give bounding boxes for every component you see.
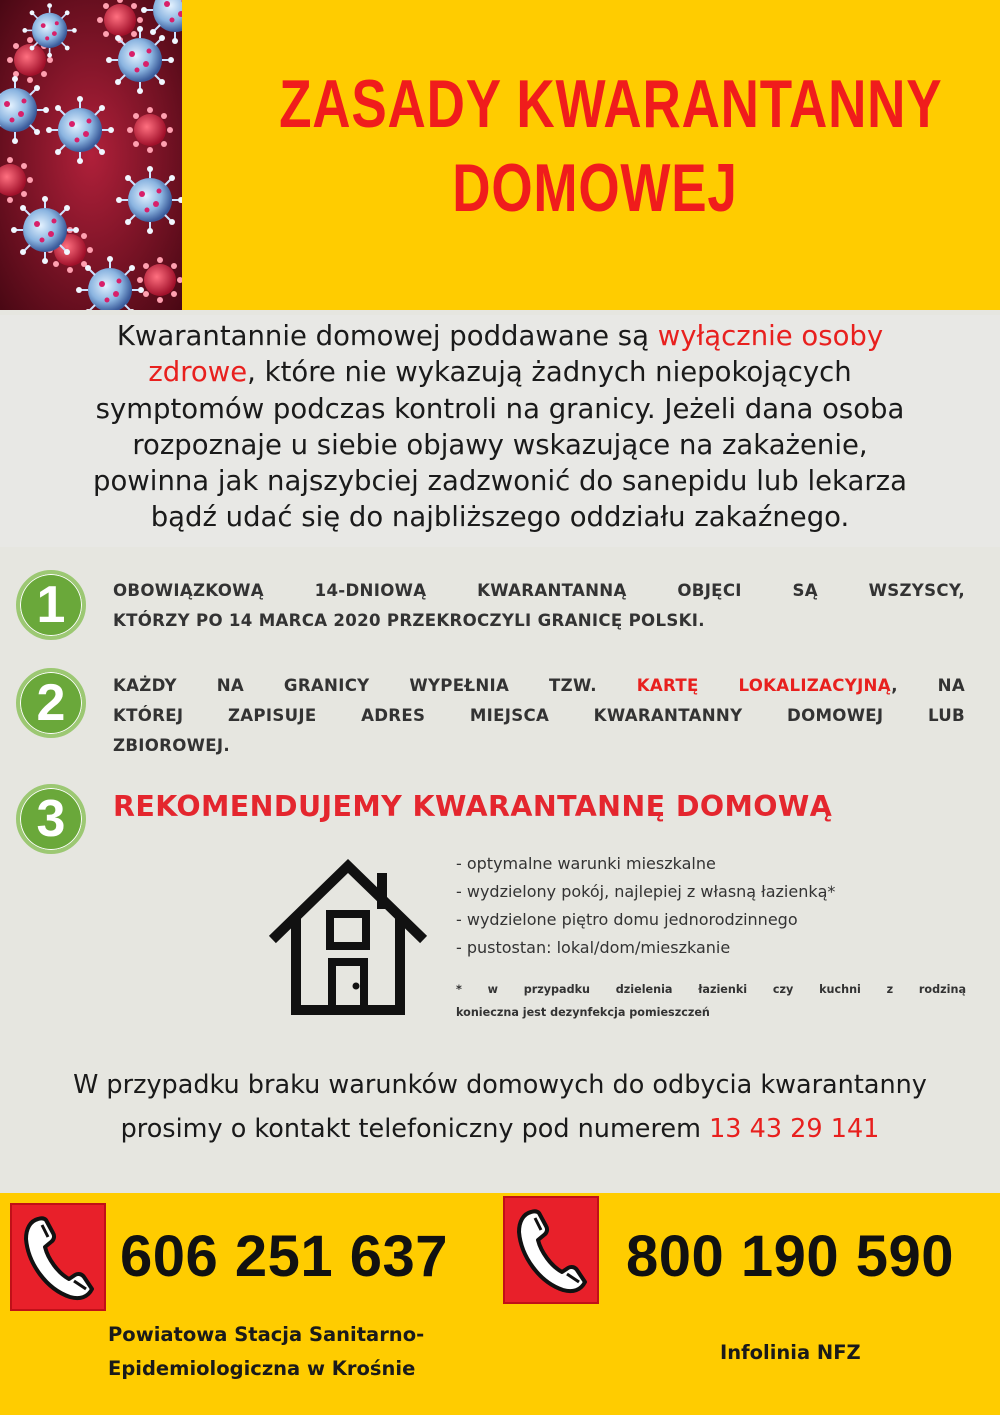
step-2-line: ZBIOROWEJ. <box>113 736 230 755</box>
intro-paragraph <box>10 318 990 536</box>
contact-paragraph <box>0 1063 1000 1151</box>
virus-image <box>0 0 182 310</box>
intro-highlight: zdrowe <box>148 356 248 389</box>
footnote-line: * w przypadku dzielenia łazienki czy kuchni z rodziną <box>456 983 966 996</box>
step-2-text-c: , NA <box>891 676 965 695</box>
intro-highlight: wyłącznie osoby <box>657 320 884 352</box>
phone-icon <box>10 1203 106 1311</box>
list-item: - optymalne warunki mieszkalne <box>456 854 716 873</box>
step-3-badge: 3 <box>16 784 86 854</box>
organization-name <box>108 1318 424 1386</box>
list-item: - pustostan: lokal/dom/mieszkanie <box>456 938 731 957</box>
step-1-text <box>113 576 965 636</box>
title-line-1: ZASADY KWARANTANNY <box>279 66 943 142</box>
intro-text: bądź udać się do najbliższego oddziału zakaźnego. <box>150 501 850 534</box>
footnote <box>456 978 966 1024</box>
list-item: - wydzielone piętro domu jednorodzinnego <box>456 910 798 929</box>
org-line: Powiatowa Stacja Sanitarno- <box>108 1323 425 1346</box>
phone-icon <box>503 1196 599 1304</box>
contact-text: prosimy o kontakt telefoniczny pod numerem <box>120 1114 710 1144</box>
nfz-hotline-label: Infolinia NFZ <box>720 1341 861 1364</box>
contact-line <box>0 1107 1000 1151</box>
step-1-line: KTÓRZY PO 14 MARCA 2020 PRZEKROCZYLI GRANICĘ POLSKI. <box>113 611 705 630</box>
intro-text: rozpoznaje u siebie objawy wskazujące na zakażenie, <box>132 428 868 461</box>
step-2-line <box>113 671 965 701</box>
list-item: - wydzielony pokój, najlepiej z własną łazienką* <box>456 882 836 901</box>
intro-text: powinna jak najszybciej zadzwonić do sanepidu lub lekarza <box>93 465 907 498</box>
step-2-badge: 2 <box>16 668 86 738</box>
conditions-list <box>456 850 986 962</box>
step-2-text <box>113 671 965 761</box>
step-2-line: KTÓREJ ZAPISUJE ADRES MIEJSCA KWARANTANNY DOMOWEJ LUB <box>113 706 965 725</box>
intro-text: , które nie wykazują żadnych niepokojących <box>247 356 852 389</box>
phone-number-1[interactable]: 606 251 637 <box>120 1224 449 1289</box>
contact-line: W przypadku braku warunków domowych do odbycia kwarantanny <box>73 1070 927 1100</box>
step-3-title: REKOMENDUJEMY KWARANTANNĘ DOMOWĄ <box>113 790 833 823</box>
contact-phone-number[interactable]: 13 43 29 141 <box>709 1114 880 1144</box>
step-1-badge: 1 <box>16 570 86 640</box>
title-line-2: DOMOWEJ <box>452 150 738 226</box>
footnote-line: konieczna jest dezynfekcja pomieszczeń <box>456 1006 710 1019</box>
step-2-text-a: KAŻDY NA GRANICY WYPEŁNIA TZW. <box>113 676 637 695</box>
intro-text: Kwarantannie domowej poddawane są <box>116 320 658 352</box>
step-2-highlight: KARTĘ LOKALIZACYJNĄ <box>636 676 892 695</box>
phone-number-2[interactable]: 800 190 590 <box>626 1224 955 1289</box>
house-icon <box>268 856 428 1022</box>
org-line: Epidemiologiczna w Krośnie <box>108 1357 416 1380</box>
page-title <box>279 62 943 230</box>
intro-text: symptomów podczas kontroli na granicy. Jeżeli dana osoba <box>95 392 905 425</box>
step-1-line: OBOWIĄZKOWĄ 14-DNIOWĄ KWARANTANNĄ OBJĘCI SĄ WSZYSCY, <box>113 581 965 600</box>
virus-illustration <box>0 0 182 310</box>
